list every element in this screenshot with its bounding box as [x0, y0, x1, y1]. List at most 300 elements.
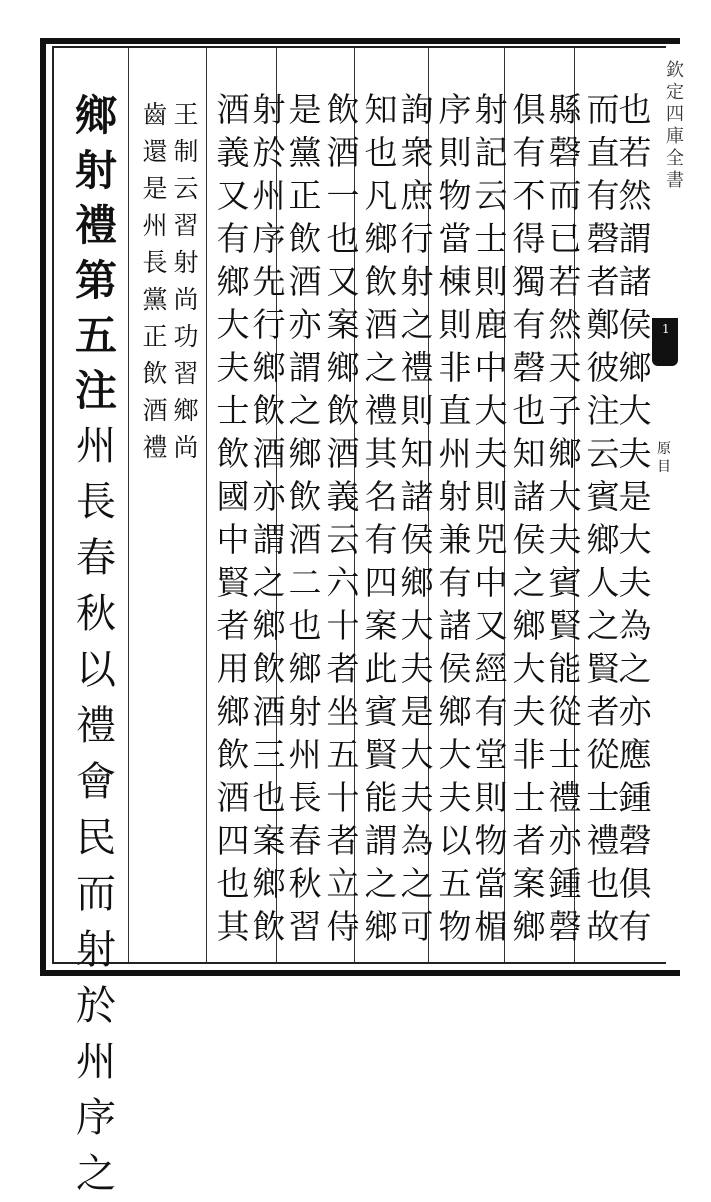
text-character: 夫	[438, 778, 472, 817]
text-character: 物	[474, 821, 508, 860]
text-character: 夫	[548, 520, 582, 559]
chapter-heading-column	[70, 88, 122, 1202]
text-character: 當	[474, 864, 508, 903]
text-character: 鹿	[474, 305, 508, 344]
text-column-3	[544, 88, 586, 948]
text-character: 夫	[400, 778, 434, 817]
text-character: 亦	[252, 477, 286, 516]
commentary-character: 王	[173, 100, 199, 129]
text-character: 義	[216, 133, 250, 172]
text-character: 詢	[400, 90, 434, 129]
text-character: 棟	[438, 262, 472, 301]
text-character: 諸	[438, 606, 472, 645]
text-character: 之	[512, 563, 546, 602]
text-character: 是	[288, 90, 322, 129]
text-character: 侯	[618, 305, 652, 344]
text-character: 之	[252, 563, 286, 602]
margin-note: 原目	[657, 441, 671, 475]
text-character: 酒	[288, 262, 322, 301]
text-character: 案	[326, 305, 360, 344]
heading-character: 之	[76, 1151, 116, 1197]
commentary-character: 制	[173, 137, 199, 166]
text-character: 大	[618, 520, 652, 559]
text-character: 也	[618, 90, 652, 129]
text-character: 夫	[216, 348, 250, 387]
commentary-character: 州	[142, 211, 168, 240]
edge-title-character: 庫	[666, 126, 684, 147]
text-character: 經	[474, 649, 508, 688]
text-character: 士	[216, 391, 250, 430]
heading-character: 州	[76, 423, 116, 469]
text-character: 之	[400, 305, 434, 344]
title-character: 禮	[74, 201, 117, 250]
column-rule	[128, 48, 129, 962]
text-character: 鄉	[364, 219, 398, 258]
text-character: 秋	[288, 864, 322, 903]
text-character: 者	[586, 692, 620, 731]
text-character: 酒	[252, 434, 286, 473]
heading-character: 民	[76, 815, 116, 861]
text-character: 是	[618, 477, 652, 516]
text-character: 而	[548, 176, 582, 215]
text-character: 亦	[288, 305, 322, 344]
text-character: 諸	[512, 477, 546, 516]
text-character: 之	[586, 606, 620, 645]
text-character: 士	[512, 778, 546, 817]
text-character: 云	[326, 520, 360, 559]
text-character: 楣	[474, 907, 508, 946]
text-character: 夫	[400, 649, 434, 688]
text-character: 磬	[548, 907, 582, 946]
text-character: 序	[438, 90, 472, 129]
text-character: 者	[216, 606, 250, 645]
text-character: 記	[474, 133, 508, 172]
commentary-character: 尚	[173, 433, 199, 462]
text-character: 凡	[364, 176, 398, 215]
text-character: 賢	[548, 606, 582, 645]
commentary-character: 黨	[142, 285, 168, 314]
text-character: 於	[252, 133, 286, 172]
text-character: 州	[252, 176, 286, 215]
text-character: 諸	[618, 262, 652, 301]
text-character: 兕	[474, 520, 508, 559]
text-character: 名	[364, 477, 398, 516]
text-character: 大	[512, 649, 546, 688]
text-character: 有	[512, 305, 546, 344]
text-character: 則	[438, 133, 472, 172]
text-character: 物	[438, 176, 472, 215]
text-character: 天	[548, 348, 582, 387]
text-character: 兼	[438, 520, 472, 559]
text-character: 射	[288, 692, 322, 731]
heading-character: 長	[76, 479, 116, 525]
text-character: 者	[586, 262, 620, 301]
text-character: 也	[326, 219, 360, 258]
text-character: 非	[512, 735, 546, 774]
text-character: 鄉	[512, 606, 546, 645]
text-character: 侍	[326, 907, 360, 946]
text-character: 其	[216, 907, 250, 946]
text-character: 而	[586, 90, 620, 129]
commentary-character: 正	[142, 322, 168, 351]
text-character: 人	[586, 563, 620, 602]
text-character: 注	[586, 391, 620, 430]
text-character: 鄉	[252, 348, 286, 387]
text-character: 獨	[512, 262, 546, 301]
text-character: 直	[438, 391, 472, 430]
text-character: 飲	[252, 649, 286, 688]
text-character: 物	[438, 907, 472, 946]
text-character: 俱	[618, 864, 652, 903]
text-character: 磬	[512, 348, 546, 387]
text-character: 已	[548, 219, 582, 258]
text-character: 之	[400, 864, 434, 903]
text-character: 磬	[548, 133, 582, 172]
text-character: 飲	[326, 90, 360, 129]
heading-character: 而	[76, 871, 116, 917]
text-character: 非	[438, 348, 472, 387]
text-character: 夫	[512, 692, 546, 731]
text-column-8	[360, 88, 402, 948]
text-character: 正	[288, 176, 322, 215]
text-character: 黨	[288, 133, 322, 172]
text-character: 十	[326, 606, 360, 645]
text-character: 然	[618, 176, 652, 215]
text-character: 也	[586, 864, 620, 903]
text-character: 夫	[618, 563, 652, 602]
commentary-character: 功	[173, 322, 199, 351]
text-character: 有	[438, 563, 472, 602]
text-character: 有	[512, 133, 546, 172]
commentary-character: 云	[173, 174, 199, 203]
text-character: 一	[326, 176, 360, 215]
text-character: 國	[216, 477, 250, 516]
commentary-character: 酒	[142, 396, 168, 425]
heading-character: 射	[76, 927, 116, 973]
text-character: 磬	[618, 821, 652, 860]
text-character: 也	[512, 391, 546, 430]
text-character: 中	[474, 563, 508, 602]
text-character: 案	[252, 821, 286, 860]
text-character: 之	[364, 864, 398, 903]
text-character: 謂	[252, 520, 286, 559]
text-character: 禮	[548, 778, 582, 817]
text-character: 諸	[400, 477, 434, 516]
title-character: 五	[74, 311, 117, 360]
text-character: 酒	[216, 778, 250, 817]
text-character: 有	[364, 520, 398, 559]
text-character: 鄉	[438, 692, 472, 731]
text-column-9	[322, 88, 364, 948]
text-character: 鄭	[586, 305, 620, 344]
text-character: 大	[618, 391, 652, 430]
heading-character: 秋	[76, 591, 116, 637]
text-character: 又	[216, 176, 250, 215]
text-character: 四	[216, 821, 250, 860]
text-character: 鄉	[586, 520, 620, 559]
text-character: 五	[326, 735, 360, 774]
text-character: 賓	[364, 692, 398, 731]
text-character: 能	[364, 778, 398, 817]
text-character: 酒	[326, 133, 360, 172]
heading-character: 以	[76, 647, 116, 693]
text-character: 則	[474, 778, 508, 817]
text-character: 大	[548, 477, 582, 516]
text-character: 六	[326, 563, 360, 602]
text-character: 序	[252, 219, 286, 258]
commentary-character: 習	[173, 359, 199, 388]
text-character: 知	[512, 434, 546, 473]
text-character: 賓	[586, 477, 620, 516]
text-character: 射	[438, 477, 472, 516]
text-character: 鍾	[548, 864, 582, 903]
chapter-title	[75, 88, 117, 363]
text-character: 案	[512, 864, 546, 903]
commentary-character: 長	[142, 248, 168, 277]
text-character: 也	[252, 778, 286, 817]
text-character: 若	[618, 133, 652, 172]
text-character: 也	[288, 606, 322, 645]
text-character: 酒	[216, 90, 250, 129]
text-character: 亦	[618, 692, 652, 731]
commentary-character: 尚	[173, 285, 199, 314]
text-character: 行	[252, 305, 286, 344]
text-character: 大	[400, 735, 434, 774]
text-character: 三	[252, 735, 286, 774]
text-character: 當	[438, 219, 472, 258]
text-character: 州	[288, 735, 322, 774]
text-character: 禮	[586, 821, 620, 860]
text-character: 者	[326, 821, 360, 860]
text-character: 則	[474, 477, 508, 516]
commentary-character: 是	[142, 174, 168, 203]
text-character: 也	[364, 133, 398, 172]
text-character: 行	[400, 219, 434, 258]
text-character: 磬	[586, 219, 620, 258]
page-tab-label: 1	[662, 322, 670, 336]
text-character: 士	[474, 219, 508, 258]
edge-title-character: 欽	[666, 60, 684, 81]
text-character: 賢	[364, 735, 398, 774]
text-character: 飲	[252, 391, 286, 430]
text-character: 鄉	[548, 434, 582, 473]
book-title-edge	[664, 60, 686, 192]
text-character: 庶	[400, 176, 434, 215]
text-character: 謂	[364, 821, 398, 860]
text-character: 有	[216, 219, 250, 258]
text-character: 大	[400, 606, 434, 645]
text-character: 鄉	[288, 434, 322, 473]
commentary-marker: 注	[74, 366, 117, 415]
commentary-column-2	[143, 96, 167, 466]
text-character: 夫	[474, 434, 508, 473]
text-character: 大	[438, 735, 472, 774]
text-character: 賢	[216, 563, 250, 602]
text-character: 又	[474, 606, 508, 645]
text-character: 侯	[512, 520, 546, 559]
text-character: 亦	[548, 821, 582, 860]
text-character: 飲	[364, 262, 398, 301]
text-character: 則	[474, 262, 508, 301]
text-character: 云	[586, 434, 620, 473]
text-character: 士	[548, 735, 582, 774]
text-character: 賓	[548, 563, 582, 602]
heading-character: 州	[76, 1039, 116, 1085]
text-column-5	[470, 88, 512, 948]
text-character: 為	[618, 606, 652, 645]
text-character: 則	[400, 391, 434, 430]
text-character: 習	[288, 907, 322, 946]
text-character: 鄉	[326, 348, 360, 387]
text-character: 酒	[364, 305, 398, 344]
text-character: 從	[586, 735, 620, 774]
text-character: 又	[326, 262, 360, 301]
text-character: 俱	[512, 90, 546, 129]
edge-title-character: 四	[666, 104, 684, 125]
text-column-12	[212, 88, 254, 948]
column-rule	[206, 48, 207, 962]
text-character: 知	[364, 90, 398, 129]
text-character: 飲	[216, 434, 250, 473]
text-character: 之	[288, 391, 322, 430]
text-character: 為	[400, 821, 434, 860]
text-character: 者	[326, 649, 360, 688]
text-character: 然	[548, 305, 582, 344]
title-character: 鄉	[74, 91, 117, 140]
text-character: 飲	[288, 219, 322, 258]
text-character: 彼	[586, 348, 620, 387]
text-character: 射	[400, 262, 434, 301]
text-character: 鍾	[618, 778, 652, 817]
text-character: 夫	[618, 434, 652, 473]
text-character: 能	[548, 649, 582, 688]
text-character: 鄉	[252, 864, 286, 903]
text-character: 謂	[618, 219, 652, 258]
edge-title-character: 書	[666, 170, 684, 191]
text-character: 此	[364, 649, 398, 688]
commentary-character: 習	[173, 211, 199, 240]
heading-character: 會	[76, 759, 116, 805]
text-character: 坐	[326, 692, 360, 731]
text-character: 謂	[288, 348, 322, 387]
text-character: 以	[438, 821, 472, 860]
chapter-heading-text	[76, 418, 116, 1202]
text-character: 堂	[474, 735, 508, 774]
commentary-character: 射	[173, 248, 199, 277]
text-character: 侯	[438, 649, 472, 688]
text-character: 鄉	[400, 563, 434, 602]
text-character: 禮	[400, 348, 434, 387]
text-character: 飲	[326, 391, 360, 430]
text-character: 中	[474, 348, 508, 387]
text-character: 也	[216, 864, 250, 903]
text-character: 從	[548, 692, 582, 731]
text-character: 鄉	[364, 907, 398, 946]
text-character: 飲	[252, 907, 286, 946]
title-character: 第	[74, 256, 117, 305]
text-character: 立	[326, 864, 360, 903]
text-character: 若	[548, 262, 582, 301]
text-column-11	[248, 88, 290, 948]
text-character: 士	[586, 778, 620, 817]
text-character: 州	[438, 434, 472, 473]
text-character: 是	[400, 692, 434, 731]
text-character: 鄉	[288, 649, 322, 688]
text-character: 酒	[252, 692, 286, 731]
text-character: 五	[438, 864, 472, 903]
text-character: 侯	[400, 520, 434, 559]
text-column-4	[508, 88, 550, 948]
text-character: 故	[586, 907, 620, 946]
text-character: 不	[512, 176, 546, 215]
text-character: 二	[288, 563, 322, 602]
heading-character: 序	[76, 1095, 116, 1141]
text-character: 禮	[364, 391, 398, 430]
text-character: 鄉	[512, 907, 546, 946]
text-character: 賢	[586, 649, 620, 688]
text-character: 鄉	[252, 606, 286, 645]
text-character: 十	[326, 778, 360, 817]
text-character: 縣	[548, 90, 582, 129]
text-character: 衆	[400, 133, 434, 172]
text-character: 先	[252, 262, 286, 301]
text-character: 有	[618, 907, 652, 946]
text-character: 鄉	[618, 348, 652, 387]
text-character: 鄉	[216, 692, 250, 731]
text-character: 酒	[288, 520, 322, 559]
text-character: 其	[364, 434, 398, 473]
text-character: 案	[364, 606, 398, 645]
text-character: 知	[400, 434, 434, 473]
text-character: 者	[512, 821, 546, 860]
commentary-character: 鄉	[173, 396, 199, 425]
text-character: 飲	[216, 735, 250, 774]
text-character: 鄉	[216, 262, 250, 301]
text-character: 長	[288, 778, 322, 817]
text-column-2	[582, 88, 624, 948]
text-column-6	[434, 88, 476, 948]
text-character: 可	[400, 907, 434, 946]
commentary-character: 齒	[142, 100, 168, 129]
commentary-character: 禮	[142, 433, 168, 462]
title-character: 射	[74, 146, 117, 195]
text-character: 云	[474, 176, 508, 215]
text-character: 四	[364, 563, 398, 602]
text-character: 射	[474, 90, 508, 129]
text-character: 大	[216, 305, 250, 344]
text-character: 子	[548, 391, 582, 430]
text-character: 之	[364, 348, 398, 387]
heading-character: 禮	[76, 703, 116, 749]
text-character: 有	[474, 692, 508, 731]
text-character: 應	[618, 735, 652, 774]
edge-title-character: 定	[666, 82, 684, 103]
text-character: 義	[326, 477, 360, 516]
text-character: 中	[216, 520, 250, 559]
heading-character: 於	[76, 983, 116, 1029]
commentary-character: 飲	[142, 359, 168, 388]
commentary-character: 還	[142, 137, 168, 166]
text-column-7	[396, 88, 438, 948]
text-character: 之	[618, 649, 652, 688]
heading-character: 春	[76, 535, 116, 581]
text-character: 則	[438, 305, 472, 344]
text-character: 射	[252, 90, 286, 129]
commentary-column-1	[174, 96, 198, 466]
text-character: 春	[288, 821, 322, 860]
text-column-10	[284, 88, 326, 948]
text-character: 直	[586, 133, 620, 172]
